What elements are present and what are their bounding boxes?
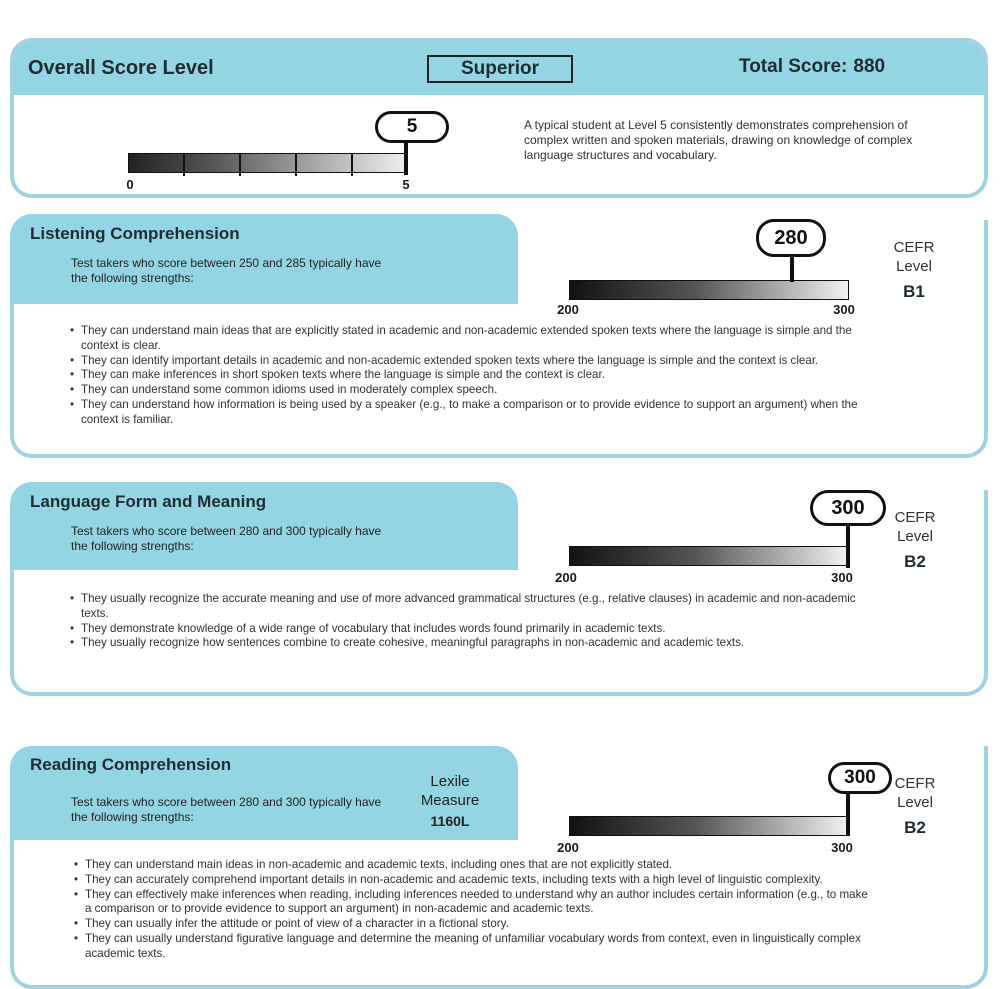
strength-item: • They can make inferences in short spoken texts where the language is simple and the context is clear. (70, 368, 870, 383)
cefr-label: CEFR (894, 509, 936, 526)
overall-scale-min: 0 (126, 177, 134, 192)
section-subtitle: Test takers who score between 280 and 300 typically have the following strengths: (71, 524, 382, 553)
strengths-list (70, 592, 870, 651)
cefr-block (885, 774, 945, 837)
section-language-form (10, 482, 988, 696)
score-marker: 300 (810, 490, 886, 526)
cefr-level: B2 (904, 818, 926, 837)
scale-max-label: 300 (831, 570, 853, 585)
score-bar (569, 280, 849, 300)
scale-max-label: 300 (833, 302, 855, 317)
strength-item: • They usually recognize the accurate meaning and use of more advanced grammatical structures (e.g., relative clauses) in academic and non-academic texts. (70, 592, 870, 622)
strengths-list (74, 858, 874, 962)
cefr-level: B2 (904, 552, 926, 571)
overall-level-badge: Superior (427, 55, 573, 83)
overall-marker-stem (404, 140, 408, 175)
lexile-label-measure: Measure (420, 792, 480, 809)
strength-item: • They can understand some common idioms used in moderately complex speech. (70, 383, 870, 398)
strength-item: • They can accurately comprehend important details in non-academic and academic texts, including texts with a high level of linguistic complexity. (74, 873, 874, 888)
strengths-list (70, 324, 870, 428)
scale-max-label: 300 (831, 840, 853, 855)
scale-min-label: 200 (557, 840, 579, 855)
cefr-block (884, 238, 944, 301)
section-listening (10, 214, 988, 458)
cefr-level: B1 (903, 282, 925, 301)
overall-description: A typical student at Level 5 consistently demonstrates comprehension of complex written and spoken materials, drawing on knowledge of complex language structures and vocabulary. (524, 118, 913, 162)
section-reading (10, 746, 988, 989)
overall-title: Overall Score Level (28, 57, 214, 79)
overall-level-marker: 5 (375, 111, 449, 143)
section-subtitle: Test takers who score between 280 and 300 typically have the following strengths: (71, 795, 382, 824)
strength-item: • They can understand main ideas that are explicitly stated in academic and non-academic extended spoken texts where the language is simple and the context is clear. (70, 324, 870, 354)
scale-min-label: 200 (557, 302, 579, 317)
cefr-block (885, 508, 945, 571)
total-score-value: 880 (853, 56, 886, 77)
score-marker: 300 (828, 762, 892, 794)
cefr-label-level: Level (897, 528, 933, 545)
lexile-value: 1160L (430, 813, 470, 829)
section-title: Reading Comprehension (30, 755, 232, 774)
strength-item: • They can understand how information is being used by a speaker (e.g., to make a comparison or to provide evidence to support an argument) when the context is familiar. (70, 398, 870, 428)
strength-item: • They can understand main ideas in non-academic and academic texts, including ones that are not explicitly stated. (74, 858, 874, 873)
strength-item: • They demonstrate knowledge of a wide range of vocabulary that includes words found primarily in academic texts. (70, 622, 870, 637)
cefr-label: CEFR (893, 239, 935, 256)
strength-item: • They usually recognize how sentences combine to create cohesive, meaningful paragraphs in non-academic and academic texts. (70, 636, 870, 651)
score-bar (569, 546, 849, 566)
scale-min-label: 200 (555, 570, 577, 585)
strength-item: • They can identify important details in academic and non-academic extended spoken texts where the language is simple and the context is clear. (70, 354, 870, 369)
score-bar (569, 816, 849, 836)
total-score-label: Total Score: (739, 56, 848, 77)
section-title: Language Form and Meaning (30, 492, 267, 511)
strength-item: • They can usually infer the attitude or point of view of a character in a fictional story. (74, 917, 874, 932)
score-marker-stem (846, 788, 850, 836)
strength-item: • They can usually understand figurative language and determine the meaning of unfamiliar vocabulary words from context, even in linguistically complex academic texts. (74, 932, 874, 962)
score-marker-stem (846, 520, 850, 568)
lexile-block (410, 772, 490, 831)
cefr-label-level: Level (896, 258, 932, 275)
section-subtitle: Test takers who score between 250 and 285 typically have the following strengths: (71, 256, 382, 285)
score-marker: 280 (756, 219, 826, 257)
overall-scale-max: 5 (402, 177, 410, 192)
strength-item: • They can effectively make inferences when reading, including inferences needed to understand why an author includes certain information (e.g., to make a comparison or to provide evidence to support an argument) in non-academic and academic texts. (74, 888, 874, 918)
score-marker-stem (790, 254, 794, 282)
section-title: Listening Comprehension (30, 224, 240, 243)
overall-level-bar (128, 153, 408, 173)
cefr-label: CEFR (894, 775, 936, 792)
cefr-label-level: Level (897, 794, 933, 811)
total-score (739, 56, 885, 78)
overall-score-panel (10, 38, 988, 198)
lexile-label: Lexile (430, 773, 470, 790)
